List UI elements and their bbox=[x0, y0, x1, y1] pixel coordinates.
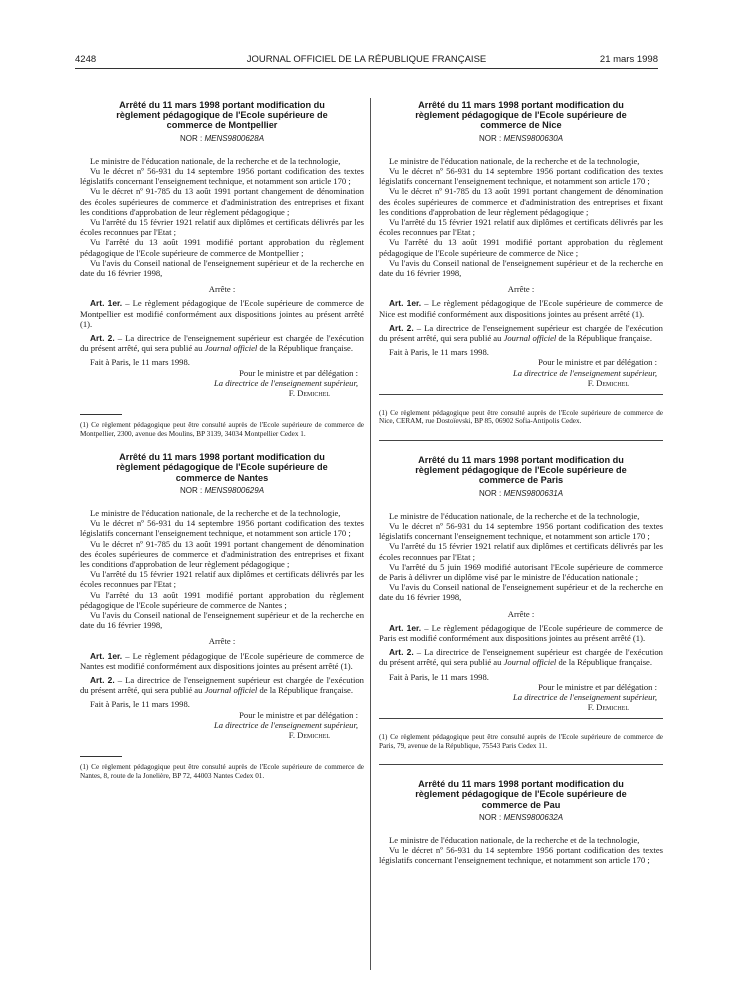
signature-block bbox=[379, 682, 663, 713]
article-title bbox=[379, 100, 663, 131]
preamble-paragraph: Le ministre de l'éducation nationale, de la recherche et de la technologie, bbox=[389, 510, 640, 521]
article-2 bbox=[80, 675, 364, 695]
preamble-paragraph: Vu l'arrêté du 13 août 1991 modifié portant approbation du règlement pédagogique de l'Ecole supérieure de commerce de Nice ; bbox=[379, 237, 663, 258]
nor-reference bbox=[379, 813, 663, 823]
nor-reference bbox=[379, 134, 663, 144]
nor-label: NOR : bbox=[179, 485, 203, 495]
preamble-paragraph: Vu l'avis du Conseil national de l'enseignement supérieur et de la recherche en date du 16 février 1998, bbox=[379, 582, 663, 603]
article-1 bbox=[80, 651, 364, 671]
article-2 bbox=[379, 647, 663, 667]
article-1 bbox=[379, 623, 663, 643]
article-label: Art. 2. bbox=[389, 647, 414, 658]
preamble-paragraph: Vu le décret nº 56-931 du 14 septembre 1956 portant codification des textes législatifs concernant l'enseignement technique, et notamment son article 170 ; bbox=[379, 845, 663, 866]
nor-reference bbox=[379, 489, 663, 499]
arrete-heading: Arrête : bbox=[507, 608, 535, 619]
signature-role: La directrice de l'enseignement supérieur, bbox=[513, 367, 657, 378]
article-text: – La directrice de l'enseignement supérieur est chargée de l'exécution du présent arrêté, qui sera publié au bbox=[80, 333, 364, 354]
nor-label: NOR : bbox=[478, 488, 502, 498]
article-text: – La directrice de l'enseignement supérieur est chargée de l'exécution du présent arrêté, qui sera publié au bbox=[80, 674, 364, 696]
article-title bbox=[80, 452, 364, 483]
footnote: (1) Ce règlement pédagogique peut être consulté auprès de l'Ecole supérieure de commerce de Montpellier, 2300, avenue des Moulins, BP 3139, 34034 Montpellier Cedex 1. bbox=[80, 421, 364, 438]
title-line: Arrêté du 11 mars 1998 portant modification du bbox=[119, 452, 325, 463]
nor-code: MENS9800628A bbox=[204, 133, 265, 143]
signing-place-date: Fait à Paris, le 11 mars 1998. bbox=[90, 357, 190, 368]
preamble-paragraph: Vu l'arrêté du 15 février 1921 relatif aux diplômes et certificats délivrés par les écoles reconnues par l'Etat ; bbox=[379, 541, 663, 562]
nor-label: NOR : bbox=[179, 133, 203, 143]
signature-role: La directrice de l'enseignement supérieur, bbox=[214, 719, 358, 730]
page-header bbox=[75, 52, 658, 69]
nor-code: MENS9800631A bbox=[503, 488, 564, 498]
article-text: – Le règlement pédagogique de l'Ecole supérieure de commerce de Paris est modifié conformément aux dispositions jointes au présent arrêté (1). bbox=[379, 622, 663, 643]
signature-block bbox=[80, 710, 364, 741]
preamble-paragraph: Vu l'arrêté du 5 juin 1969 modifié autorisant l'Ecole supérieure de commerce de Paris à délivrer un diplôme visé par le ministre de l'éducation nationale ; bbox=[379, 561, 663, 582]
article-title bbox=[80, 100, 364, 131]
journal-officiel-ref: Journal officiel bbox=[503, 657, 557, 668]
preamble-paragraph: Vu le décret nº 91-785 du 13 août 1991 portant changement de dénomination des écoles supérieures de commerce et d'administration des entreprises et fixant les conditions d'approbation de leur règlement pédagogique ; bbox=[80, 186, 364, 217]
article-text: de la République française. bbox=[556, 333, 652, 344]
article-label: Art. 2. bbox=[90, 333, 115, 344]
article-text: – La directrice de l'enseignement supérieur est chargée de l'exécution du présent arrêté, qui sera publié au bbox=[379, 647, 663, 668]
section-separator bbox=[379, 394, 663, 395]
title-line: Arrêté du 11 mars 1998 portant modification du bbox=[119, 100, 325, 110]
nor-label: NOR : bbox=[478, 133, 502, 143]
article-text: – La directrice de l'enseignement supérieur est chargée de l'exécution du présent arrêté, qui sera publié au bbox=[379, 322, 663, 344]
nor-code: MENS9800629A bbox=[204, 485, 265, 495]
preamble-paragraph: Vu l'arrêté du 15 février 1921 relatif aux diplômes et certificats délivrés par les écoles reconnues par l'Etat ; bbox=[80, 217, 364, 238]
signature-name: F. Demichel bbox=[288, 729, 330, 740]
nor-code: MENS9800630A bbox=[503, 133, 564, 143]
preamble-paragraph: Vu le décret nº 91-785 du 13 août 1991 portant changement de dénomination des écoles supérieures de commerce et d'administration des entreprises et fixant les conditions d'approbation de leur règlement pédagogique ; bbox=[379, 186, 663, 217]
title-line: Arrêté du 11 mars 1998 portant modification du bbox=[418, 100, 624, 110]
article-title bbox=[379, 455, 663, 486]
article-text: de la République française. bbox=[257, 685, 353, 696]
signature-name: F. Demichel bbox=[587, 377, 629, 388]
article-text: – Le règlement pédagogique de l'Ecole supérieure de commerce de Nice est modifié conformément aux dispositions jointes au présent arrêté (1). bbox=[379, 298, 663, 319]
journal-officiel-ref: Journal officiel bbox=[503, 333, 557, 344]
arrete-heading: Arrête : bbox=[507, 284, 535, 295]
article-title bbox=[379, 779, 663, 810]
journal-title: JOURNAL OFFICIEL DE LA RÉPUBLIQUE FRANÇAISE bbox=[246, 54, 487, 65]
title-line: commerce de Pau bbox=[481, 799, 561, 810]
signature-delegation: Pour le ministre et par délégation : bbox=[239, 367, 358, 378]
preamble-paragraph: Vu le décret nº 56-931 du 14 septembre 1956 portant codification des textes législatifs concernant l'enseignement technique, et notamment son article 170 ; bbox=[379, 166, 663, 187]
preamble-paragraph: Vu l'arrêté du 15 février 1921 relatif aux diplômes et certificats délivrés par les écoles reconnues par l'Etat ; bbox=[80, 569, 364, 590]
column-divider bbox=[370, 98, 371, 970]
nor-label: NOR : bbox=[478, 812, 502, 822]
signature-name: F. Demichel bbox=[288, 388, 330, 399]
title-line: commerce de Montpellier bbox=[166, 120, 278, 131]
article-label: Art. 1er. bbox=[389, 298, 422, 309]
article-text: de la République française. bbox=[257, 343, 353, 354]
article-1 bbox=[379, 298, 663, 318]
article-label: Art. 1er. bbox=[389, 622, 422, 633]
signing-place-date: Fait à Paris, le 11 mars 1998. bbox=[90, 699, 190, 710]
signature-role: La directrice de l'enseignement supérieur, bbox=[513, 691, 657, 702]
signature-name: F. Demichel bbox=[587, 702, 629, 713]
title-line: commerce de Paris bbox=[478, 475, 564, 486]
article-1 bbox=[80, 298, 364, 329]
section-separator bbox=[379, 440, 663, 441]
nor-reference bbox=[80, 134, 364, 144]
arrete-heading: Arrête : bbox=[208, 284, 236, 295]
page-number: 4248 bbox=[75, 54, 97, 65]
signature-delegation: Pour le ministre et par délégation : bbox=[538, 357, 657, 368]
preamble-paragraph: Vu l'avis du Conseil national de l'enseignement supérieur et de la recherche en date du 16 février 1998, bbox=[80, 257, 364, 279]
preamble-paragraph: Vu le décret nº 56-931 du 14 septembre 1956 portant codification des textes législatifs concernant l'enseignement technique, et notamment son article 170 ; bbox=[80, 518, 364, 539]
preamble-paragraph: Le ministre de l'éducation nationale, de la recherche et de la technologie, bbox=[90, 507, 341, 518]
nor-code: MENS9800632A bbox=[503, 812, 564, 822]
footnote: (1) Ce règlement pédagogique peut être consulté auprès de l'Ecole supérieure de commerce de Nice, CERAM, rue Dostoïevski, BP 85, 06902 Sofia-Antipolis Cedex. bbox=[379, 409, 663, 426]
title-line: commerce de Nice bbox=[480, 120, 562, 131]
title-line: règlement pédagogique de l'Ecole supérieure de bbox=[116, 462, 328, 473]
preamble-paragraph: Vu l'arrêté du 13 août 1991 modifié portant approbation du règlement pédagogique de l'Ecole supérieure de commerce de Montpellier ; bbox=[80, 237, 364, 258]
article-nantes bbox=[80, 452, 364, 780]
nor-reference bbox=[80, 486, 364, 496]
preamble-paragraph: Vu l'avis du Conseil national de l'enseignement supérieur et de la recherche en date du 16 février 1998, bbox=[80, 609, 364, 631]
title-line: règlement pédagogique de l'Ecole supérieure de bbox=[415, 789, 627, 800]
preamble-paragraph: Vu le décret nº 56-931 du 14 septembre 1956 portant codification des textes législatifs concernant l'enseignement technique, et notamment son article 170 ; bbox=[80, 166, 364, 187]
left-column bbox=[80, 100, 364, 990]
footnote-rule bbox=[80, 414, 122, 415]
footnote: (1) Ce règlement pédagogique peut être consulté auprès de l'Ecole supérieure de commerce de Nantes, 8, route de la Jonelière, BP 72, 44003 Nantes Cedex 01. bbox=[80, 763, 364, 780]
article-label: Art. 1er. bbox=[90, 650, 123, 661]
preamble-paragraph: Vu l'avis du Conseil national de l'enseignement supérieur et de la recherche en date du 16 février 1998, bbox=[379, 257, 663, 279]
signing-place-date: Fait à Paris, le 11 mars 1998. bbox=[389, 671, 489, 682]
title-line: règlement pédagogique de l'Ecole supérieure de bbox=[415, 110, 627, 121]
article-paris bbox=[379, 455, 663, 765]
preamble-paragraph: Vu l'arrêté du 13 août 1991 modifié portant approbation du règlement pédagogique de l'Ecole supérieure de commerce de Nantes ; bbox=[80, 589, 364, 610]
signature-delegation: Pour le ministre et par délégation : bbox=[538, 681, 657, 692]
title-line: Arrêté du 11 mars 1998 portant modification du bbox=[418, 454, 624, 465]
article-text: – Le règlement pédagogique de l'Ecole supérieure de commerce de Nantes est modifié conformément aux dispositions jointes au présent arrêté (1). bbox=[80, 650, 364, 671]
title-line: règlement pédagogique de l'Ecole supérieure de bbox=[415, 465, 627, 476]
section-separator bbox=[379, 718, 663, 719]
signing-place-date: Fait à Paris, le 11 mars 1998. bbox=[389, 347, 489, 358]
article-label: Art. 2. bbox=[90, 674, 115, 685]
article-text: de la République française. bbox=[556, 657, 652, 668]
preamble-paragraph: Le ministre de l'éducation nationale, de la recherche et de la technologie, bbox=[389, 155, 640, 166]
article-text: – Le règlement pédagogique de l'Ecole supérieure de commerce de Montpellier est modifié conformément aux dispositions jointes au présent arrêté (1). bbox=[80, 298, 364, 329]
preamble-paragraph: Vu l'arrêté du 15 février 1921 relatif aux diplômes et certificats délivrés par les écoles reconnues par l'Etat ; bbox=[379, 217, 663, 238]
footnote-rule bbox=[80, 756, 122, 757]
article-label: Art. 1er. bbox=[90, 298, 123, 309]
article-2 bbox=[80, 333, 364, 353]
article-pau bbox=[379, 779, 663, 865]
arrete-heading: Arrête : bbox=[208, 636, 236, 647]
footnote: (1) Ce règlement pédagogique peut être consulté auprès de l'Ecole supérieure de commerce de Paris, 79, avenue de la République, 75543 Paris Cedex 11. bbox=[379, 733, 663, 750]
preamble-paragraph: Le ministre de l'éducation nationale, de la recherche et de la technologie, bbox=[90, 155, 341, 166]
signature-role: La directrice de l'enseignement supérieur, bbox=[214, 377, 358, 388]
preamble-paragraph: Le ministre de l'éducation nationale, de la recherche et de la technologie, bbox=[389, 834, 640, 845]
title-line: commerce de Nantes bbox=[175, 472, 269, 483]
right-column bbox=[379, 100, 663, 990]
preamble-paragraph: Vu le décret nº 56-931 du 14 septembre 1956 portant codification des textes législatifs concernant l'enseignement technique, et notamment son article 170 ; bbox=[379, 520, 663, 542]
section-separator bbox=[379, 764, 663, 765]
article-montpellier bbox=[80, 100, 364, 438]
article-nice bbox=[379, 100, 663, 441]
signature-delegation: Pour le ministre et par délégation : bbox=[239, 709, 358, 720]
signature-block bbox=[379, 357, 663, 388]
title-line: règlement pédagogique de l'Ecole supérieure de bbox=[116, 110, 328, 121]
preamble-paragraph: Vu le décret nº 91-785 du 13 août 1991 portant changement de dénomination des écoles supérieures de commerce et d'administration des entreprises et fixant les conditions d'approbation de leur règlement pédagogique ; bbox=[80, 538, 364, 569]
journal-officiel-ref: Journal officiel bbox=[204, 685, 258, 696]
article-2 bbox=[379, 323, 663, 343]
title-line: Arrêté du 11 mars 1998 portant modification du bbox=[418, 779, 624, 790]
journal-officiel-ref: Journal officiel bbox=[204, 343, 258, 354]
issue-date: 21 mars 1998 bbox=[599, 54, 658, 65]
article-label: Art. 2. bbox=[389, 322, 414, 333]
signature-block bbox=[80, 368, 364, 399]
